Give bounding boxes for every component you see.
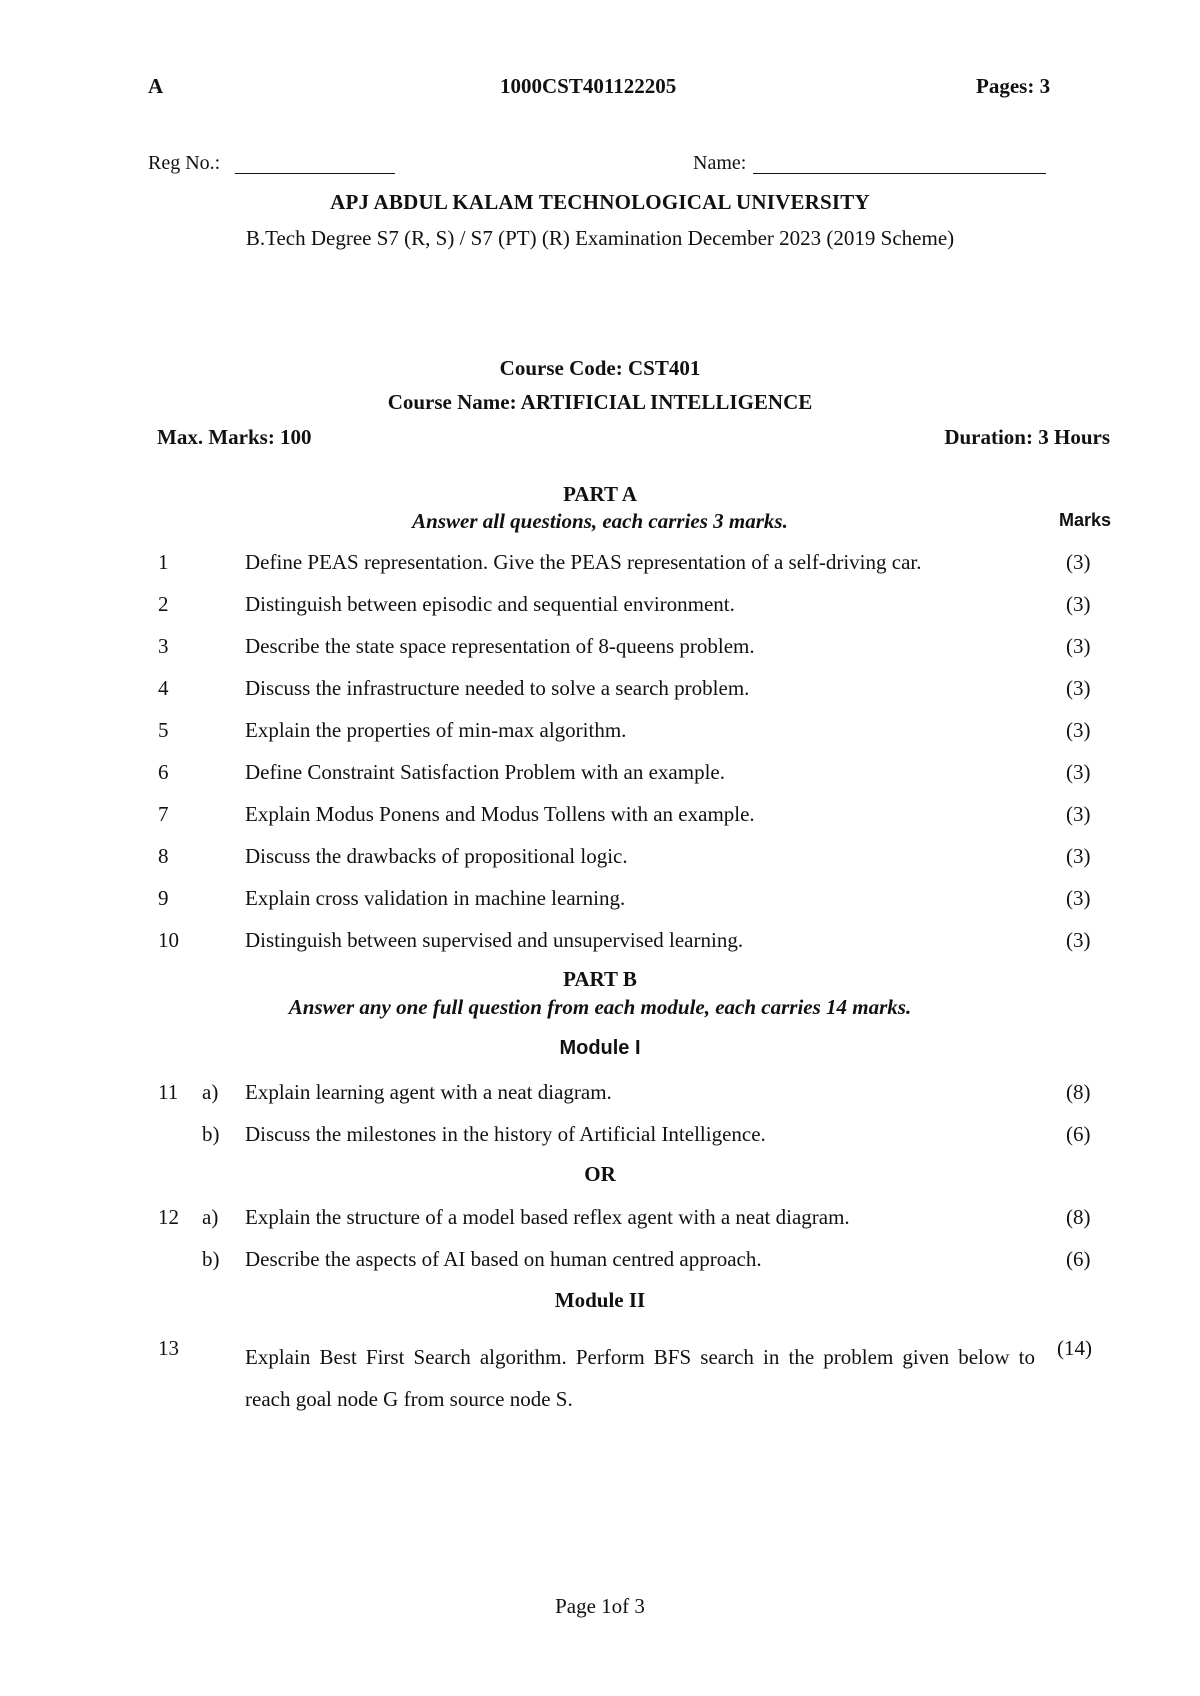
question-row	[0, 886, 1200, 916]
question-row	[0, 1247, 1200, 1277]
part-b-title: PART B	[563, 967, 637, 991]
question-row	[0, 718, 1200, 748]
question-row	[0, 676, 1200, 706]
question-text: Describe the aspects of AI based on human centred approach.	[245, 1247, 762, 1271]
paper-code: 1000CST401122205	[500, 74, 677, 98]
question-marks: (3)	[1066, 886, 1091, 910]
question-marks: (3)	[1066, 676, 1091, 700]
question-marks: (3)	[1066, 844, 1091, 868]
question-marks: (3)	[1066, 802, 1091, 826]
question-marks: (3)	[1066, 760, 1091, 784]
module-2-title: Module II	[554, 1288, 646, 1312]
question-marks: (3)	[1066, 928, 1091, 952]
question-marks: (8)	[1066, 1080, 1091, 1104]
question-text: Explain cross validation in machine learning.	[245, 886, 626, 910]
course-name: Course Name: ARTIFICIAL INTELLIGENCE	[387, 390, 813, 414]
question-marks: (6)	[1066, 1122, 1091, 1146]
question-row	[0, 760, 1200, 790]
question-text: Discuss the infrastructure needed to solve a search problem.	[245, 676, 750, 700]
reg-no-label: Reg No.:	[148, 152, 221, 174]
page-footer: Page 1of 3	[555, 1594, 645, 1618]
name-label: Name:	[693, 152, 747, 174]
page-count: Pages: 3	[976, 74, 1051, 98]
part-b-instruction: Answer any one full question from each module, each carries 14 marks.	[288, 995, 912, 1019]
question-marks: (3)	[1066, 592, 1091, 616]
question-row	[0, 928, 1200, 958]
question-text: Explain learning agent with a neat diagram.	[245, 1080, 612, 1104]
question-text: Discuss the milestones in the history of Artificial Intelligence.	[245, 1122, 766, 1146]
question-row	[0, 1122, 1200, 1152]
reg-no-blank	[235, 173, 395, 174]
subquestion-label: b)	[202, 1247, 220, 1271]
part-a-title: PART A	[563, 482, 637, 506]
question-number: 7	[158, 802, 169, 826]
question-marks: (3)	[1066, 550, 1091, 574]
question-row	[0, 634, 1200, 664]
question-text: Define PEAS representation. Give the PEAS representation of a self-driving car.	[245, 550, 922, 574]
question-set-letter: A	[148, 74, 164, 98]
question-text: Explain Best First Search algorithm. Perform BFS search in the problem given below to reach goal node G from source node S.	[245, 1345, 1035, 1411]
question-row	[0, 1205, 1200, 1235]
name-blank	[753, 173, 1046, 174]
question-row	[0, 844, 1200, 874]
question-text: Distinguish between supervised and unsupervised learning.	[245, 928, 744, 952]
part-a-instruction: Answer all questions, each carries 3 marks.	[412, 509, 788, 533]
question-text: Distinguish between episodic and sequential environment.	[245, 592, 735, 616]
question-row	[0, 592, 1200, 622]
question-text: Explain the properties of min-max algorithm.	[245, 718, 627, 742]
question-row	[0, 802, 1200, 832]
university-name: APJ ABDUL KALAM TECHNOLOGICAL UNIVERSITY	[330, 190, 870, 214]
subquestion-label: a)	[202, 1080, 219, 1104]
question-row	[0, 1080, 1200, 1110]
module-1-title: Module I	[559, 1037, 641, 1059]
question-number: 4	[158, 676, 169, 700]
question-row	[0, 550, 1200, 580]
question-number: 12	[158, 1205, 179, 1229]
question-number: 11	[158, 1080, 179, 1104]
question-number: 8	[158, 844, 169, 868]
question-number: 1	[158, 550, 169, 574]
question-number: 5	[158, 718, 169, 742]
question-text: Discuss the drawbacks of propositional logic.	[245, 844, 628, 868]
question-marks: (6)	[1066, 1247, 1091, 1271]
subquestion-label: b)	[202, 1122, 220, 1146]
question-text: Explain the structure of a model based reflex agent with a neat diagram.	[245, 1205, 850, 1229]
question-marks: (3)	[1066, 718, 1091, 742]
or-separator: OR	[584, 1162, 616, 1186]
question-number: 9	[158, 886, 169, 910]
question-number: 13	[158, 1336, 179, 1360]
duration: Duration: 3 Hours	[944, 425, 1110, 449]
course-code: Course Code: CST401	[499, 356, 701, 380]
question-number: 6	[158, 760, 169, 784]
exam-title: B.Tech Degree S7 (R, S) / S7 (PT) (R) Examination December 2023 (2019 Scheme)	[245, 226, 955, 250]
question-number: 3	[158, 634, 169, 658]
question-text: Define Constraint Satisfaction Problem with an example.	[245, 760, 725, 784]
subquestion-label: a)	[202, 1205, 219, 1229]
question-text: Explain Modus Ponens and Modus Tollens with an example.	[245, 802, 755, 826]
question-number: 10	[158, 928, 179, 952]
question-text: Describe the state space representation of 8-queens problem.	[245, 634, 755, 658]
question-marks: (14)	[1057, 1336, 1092, 1360]
question-marks: (3)	[1066, 634, 1091, 658]
question-marks: (8)	[1066, 1205, 1091, 1229]
marks-column-heading: Marks	[1059, 510, 1112, 530]
question-number: 2	[158, 592, 169, 616]
max-marks: Max. Marks: 100	[157, 425, 312, 449]
